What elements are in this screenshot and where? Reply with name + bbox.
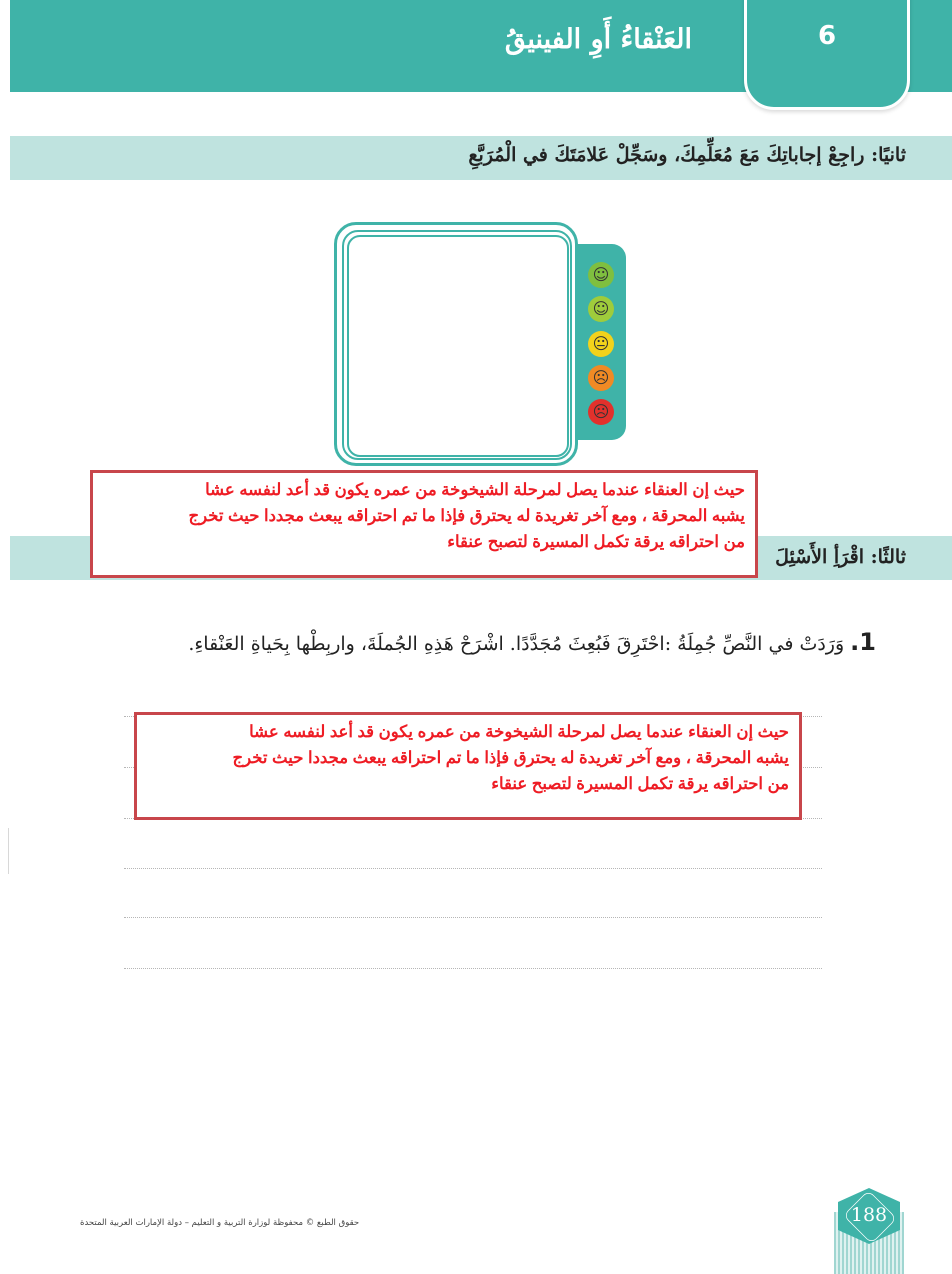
chapter-title: العَنْقاءُ أَوِ الفينيقُ <box>504 24 692 55</box>
score-box-inner-frame-2 <box>347 235 569 457</box>
neutral-face-icon: 😐 <box>588 331 614 357</box>
answer-note-1 <box>90 470 758 578</box>
note-1-line-1: حيث إن العنقاء عندما يصل لمرحلة الشيخوخة من عمره يكون قد أعد لنفسه عشا <box>205 481 745 499</box>
note-1-line-2: يشبه المحرقة ، ومع آخر تغريدة له يحترق فإذا ما تم احتراقه يبعث مجددا حيث تخرج <box>188 507 745 525</box>
score-box[interactable] <box>334 222 582 466</box>
section-three-instruction: ثالثًا: اقْرَأِ الأَسْئِلَ <box>775 546 906 568</box>
very-happy-face-icon: ☺ <box>588 262 614 288</box>
answer-line[interactable] <box>124 968 822 969</box>
chapter-number-tab <box>744 0 910 110</box>
sad-face-icon: ☹ <box>588 365 614 391</box>
note-1-line-3: من احتراقه يرقة تكمل المسيرة لتصبح عنقاء <box>447 533 745 551</box>
question-1-text: وَرَدَتْ في النَّصِّ جُمِلَةُ :احْتَرِقَ فَبُعِثَ مُجَدَّدًا. اشْرَحْ هَذِهِ الجُملَةَ، واربِطْها بِحَياةِ العَنْقاءِ. <box>188 633 845 655</box>
note-2-line-3: من احتراقه يرقة تكمل المسيرة لتصبح عنقاء <box>491 775 789 793</box>
note-2-line-2: يشبه المحرقة ، ومع آخر تغريدة له يحترق فإذا ما تم احتراقه يبعث مجددا حيث تخرج <box>232 749 789 767</box>
answer-line[interactable] <box>124 917 822 918</box>
copyright-notice: حقوق الطبع © محفوظة لوزارة التربية و التعليم – دولة الإمارات العربية المتحدة <box>80 1218 360 1228</box>
question-1-number: 1. <box>850 628 876 656</box>
note-2-line-1: حيث إن العنقاء عندما يصل لمرحلة الشيخوخة من عمره يكون قد أعد لنفسه عشا <box>249 723 789 741</box>
section-two-instruction: ثانيًا: راجِعْ إجاباتِكَ مَعَ مُعَلِّمِكَ، وسَجِّلْ عَلامَتَكَ في الْمُرَبَّعِ <box>468 144 906 166</box>
page-number: 188 <box>850 1204 888 1226</box>
margin-mark <box>8 828 9 874</box>
angry-face-icon: ☹ <box>588 399 614 425</box>
answer-note-2 <box>134 712 802 820</box>
rating-scale <box>578 244 626 440</box>
answer-line[interactable] <box>124 868 822 869</box>
chapter-number: 6 <box>817 21 837 51</box>
page-number-badge <box>838 1188 900 1244</box>
happy-face-icon: ☺ <box>588 296 614 322</box>
section-two-band <box>10 136 952 180</box>
question-1 <box>188 628 876 656</box>
